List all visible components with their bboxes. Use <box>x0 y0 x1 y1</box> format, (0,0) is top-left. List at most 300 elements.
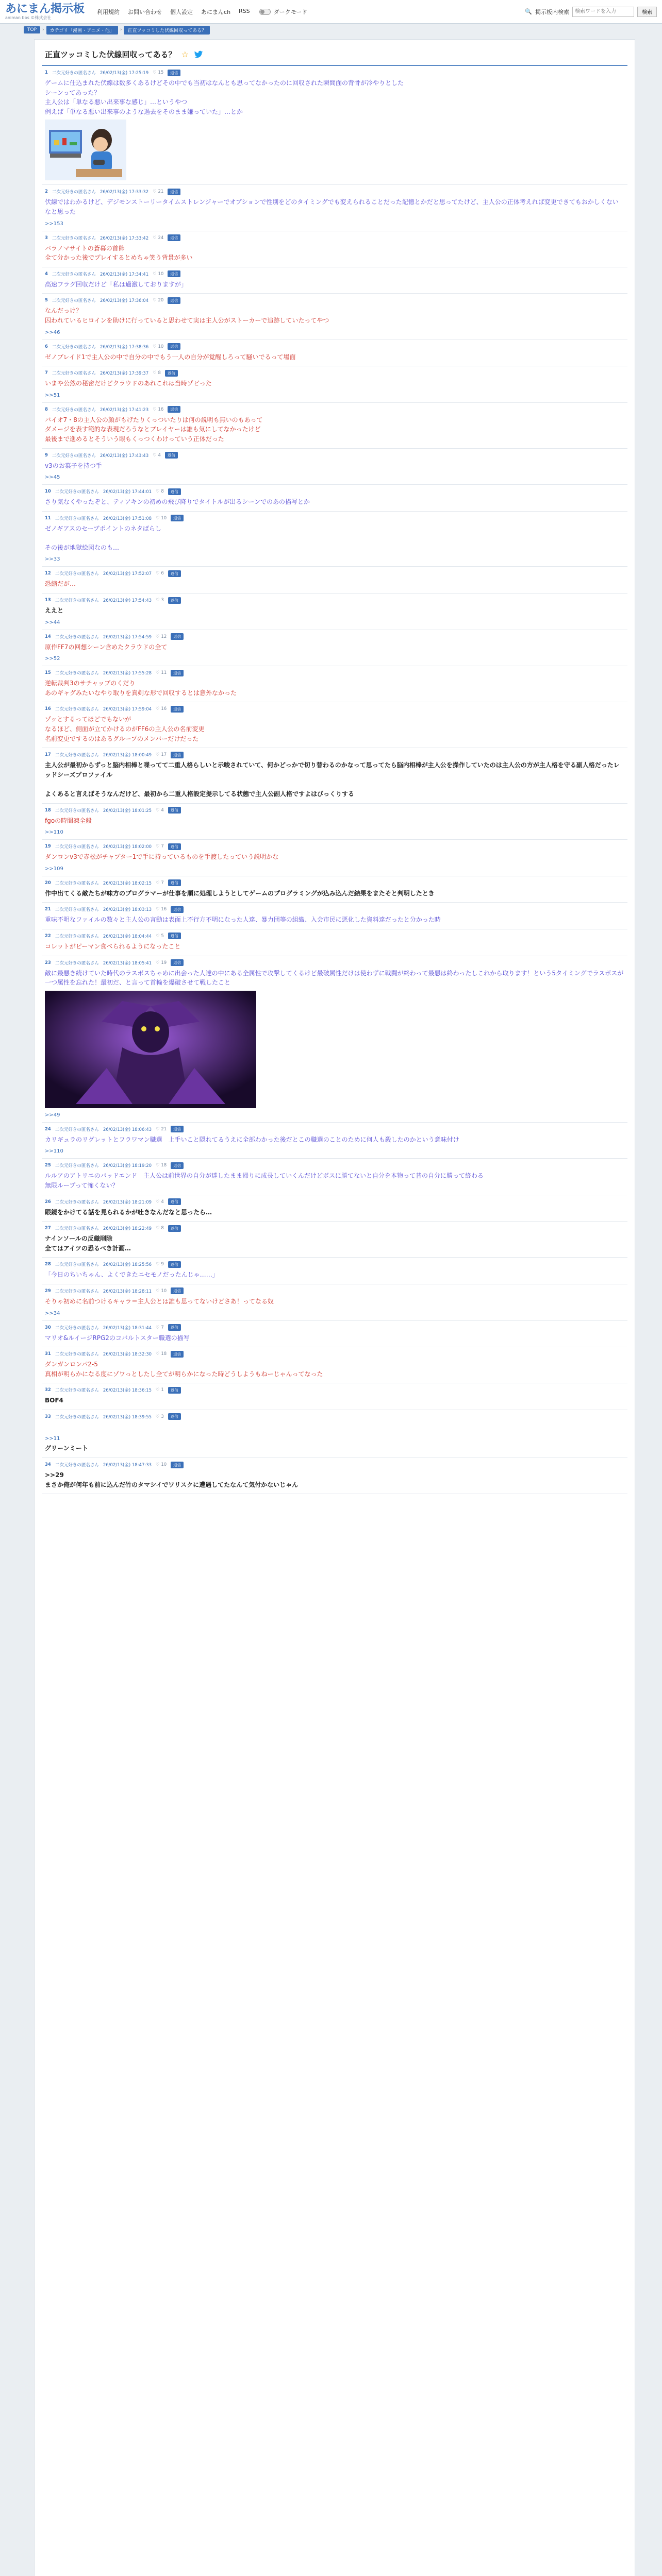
post-image[interactable] <box>45 991 256 1108</box>
post-number[interactable]: 24 <box>45 1126 51 1132</box>
post-header <box>45 879 624 887</box>
post-line <box>45 533 624 543</box>
breadcrumb-category[interactable]: カテゴリ「漫画・アニメ・他」 <box>46 26 118 35</box>
post-number[interactable]: 8 <box>45 406 48 412</box>
like-count[interactable]: ♡ 8 <box>156 1226 164 1231</box>
post-body <box>45 1360 624 1379</box>
post-body <box>45 915 624 925</box>
post-line: v3のお菓子を持つ手 <box>45 462 102 469</box>
like-count[interactable]: ♡ 16 <box>153 406 164 412</box>
like-count[interactable]: ♡ 7 <box>156 844 164 850</box>
post-header <box>45 1261 624 1268</box>
like-count[interactable]: ♡ 18 <box>156 1163 167 1168</box>
reply-button[interactable]: 返信 <box>168 70 180 76</box>
post-header <box>45 69 624 76</box>
post-author: 二次元好きの匿名さん <box>55 934 99 939</box>
post-body <box>45 1333 624 1343</box>
post-date: 26/02/13(金) 17:51:08 <box>103 516 152 521</box>
post-author: 二次元好きの匿名さん <box>55 1352 99 1358</box>
post-header <box>45 633 624 640</box>
post-author: 二次元好きの匿名さん <box>55 634 99 640</box>
site-header <box>0 0 662 24</box>
post <box>42 929 627 956</box>
reply-anchor-link[interactable]: >>109 <box>45 866 63 872</box>
post-header <box>45 188 624 195</box>
like-count[interactable]: ♡ 5 <box>156 933 164 939</box>
post-author: 二次元好きの匿名さん <box>55 844 99 850</box>
logo-subtext: animan bbs ©株式会社 <box>5 15 52 20</box>
post-number[interactable]: 1 <box>45 70 48 75</box>
post-body <box>45 280 624 290</box>
like-count[interactable]: ♡ 21 <box>156 1126 167 1132</box>
reply-button[interactable]: 返信 <box>171 1126 184 1132</box>
post-date: 26/02/13(金) 17:33:32 <box>100 190 149 195</box>
breadcrumb-thread[interactable]: 正直ツッコミした伏線回収ってある？ <box>124 26 210 35</box>
post-header <box>45 369 624 377</box>
post-line: 恐縮だが… <box>45 580 76 588</box>
reply-button[interactable]: 返信 <box>168 270 180 277</box>
reply-button[interactable]: 返信 <box>168 1225 181 1232</box>
reply-anchor-link[interactable]: >>45 <box>45 474 60 481</box>
post <box>42 1410 627 1458</box>
post <box>42 876 627 903</box>
post-date: 26/02/13(金) 17:38:36 <box>100 344 149 350</box>
post-author: 二次元好きの匿名さん <box>55 516 99 521</box>
thread-header <box>42 45 627 66</box>
post-number[interactable]: 6 <box>45 344 48 349</box>
search-input[interactable] <box>572 7 634 17</box>
post-line: よくあると言えばそうなんだけど、最初から二重人格設定提示してる状態で主人公副人格ですよはびっくりする <box>45 790 355 798</box>
post-date: 26/02/13(金) 18:22:49 <box>103 1226 152 1232</box>
reply-button[interactable]: 返信 <box>168 597 181 604</box>
post-line: fgoの時間凍全般 <box>45 817 92 824</box>
post-number[interactable]: 16 <box>45 706 51 712</box>
post-line: >>29 <box>45 1471 64 1479</box>
post-line: そりゃ初めに名前つけるキャラ＝主人公とは誰も思ってないけどさあ！ってなる奴 <box>45 1297 274 1305</box>
post-number[interactable]: 3 <box>45 235 48 241</box>
like-count[interactable]: ♡ 4 <box>156 1199 164 1205</box>
nav-rss[interactable]: RSS <box>239 7 250 14</box>
post-number[interactable]: 29 <box>45 1288 51 1294</box>
post-number[interactable]: 7 <box>45 370 48 376</box>
post-body <box>45 306 624 325</box>
post-date: 26/02/13(金) 17:44:01 <box>103 489 152 495</box>
reply-button[interactable]: 返信 <box>171 906 184 913</box>
post <box>42 666 627 702</box>
post-number[interactable]: 30 <box>45 1325 51 1330</box>
post-author: 二次元好きの匿名さん <box>55 907 99 913</box>
post-line: 最後まで進めるとそういう眼もくっつくわけっていう正体だった <box>45 435 224 443</box>
dark-mode-label: ダークモード <box>273 8 308 15</box>
post <box>42 231 627 267</box>
post-header <box>45 570 624 577</box>
search-bar <box>525 7 657 17</box>
post-header <box>45 1126 624 1133</box>
like-count[interactable]: ♡ 8 <box>153 370 161 376</box>
post <box>42 1195 627 1222</box>
post-header <box>45 488 624 495</box>
post-header <box>45 343 624 350</box>
like-count[interactable]: ♡ 1 <box>156 1387 164 1393</box>
post-header <box>45 1198 624 1206</box>
nav-contact[interactable]: お問い合わせ <box>128 8 162 15</box>
reply-button[interactable]: 返信 <box>171 752 184 758</box>
post-line: ええと <box>45 607 64 615</box>
like-count[interactable]: ♡ 11 <box>156 670 167 676</box>
post-header <box>45 270 624 278</box>
reply-anchor-link[interactable]: >>51 <box>45 392 60 398</box>
post-number[interactable]: 4 <box>45 271 48 277</box>
post-author: 二次元好きの匿名さん <box>52 235 96 241</box>
reply-anchor-link[interactable]: >>44 <box>45 619 60 625</box>
reply-button[interactable]: 返信 <box>168 1198 181 1205</box>
twitter-bird-icon[interactable] <box>194 50 203 59</box>
post-number[interactable]: 12 <box>45 571 51 577</box>
post-date: 26/02/13(金) 18:47:33 <box>103 1463 152 1468</box>
post-line: 全てはアイツの恐るべき計画… <box>45 1244 131 1252</box>
post-number[interactable]: 18 <box>45 807 51 813</box>
post-line: さり気なくやったぞと、ティアキンの初めの飛び降りでタイトルが出るシーンでのあの描写とか <box>45 498 310 506</box>
like-count[interactable]: ♡ 24 <box>153 235 164 241</box>
post-line: 全て分かった後でプレイするとめちゃ笑う背景が多い <box>45 254 193 262</box>
search-label: 掲示板内検索 <box>535 8 569 15</box>
post-body <box>45 1208 624 1217</box>
breadcrumb-separator: › <box>120 27 122 32</box>
post-date: 26/02/13(金) 18:28:11 <box>103 1289 152 1294</box>
like-count[interactable]: ♡ 6 <box>156 571 164 577</box>
post-number[interactable]: 23 <box>45 960 51 965</box>
post-header <box>45 669 624 676</box>
post <box>42 485 627 512</box>
nav-settings[interactable]: 個人設定 <box>170 8 193 15</box>
post-line: 作中出てくる敵たちが味方のプログラマーが仕事を順に処理しようとしてゲームのプログラミングが込み込んだ結果をまたそと判明したとき <box>45 889 435 897</box>
post-body <box>45 715 624 743</box>
post-line: パラノマサイトの蒼幕の首飾 <box>45 244 125 252</box>
post <box>42 294 627 340</box>
post-number[interactable]: 14 <box>45 634 51 639</box>
post-author: 二次元好きの匿名さん <box>55 707 99 713</box>
like-count[interactable]: ♡ 9 <box>156 1262 164 1267</box>
post-image[interactable] <box>45 120 126 180</box>
post <box>42 630 627 667</box>
post <box>42 748 627 803</box>
post <box>42 366 627 403</box>
reply-anchor-link[interactable]: >>110 <box>45 1148 63 1155</box>
post <box>42 903 627 929</box>
reply-button[interactable]: 返信 <box>171 1162 184 1169</box>
post-date: 26/02/13(金) 17:54:43 <box>103 598 152 604</box>
boss-illustration <box>45 991 256 1108</box>
like-count[interactable]: ♡ 4 <box>156 807 164 813</box>
reply-anchor-link[interactable]: >>110 <box>45 829 63 836</box>
post-author: 二次元好きの匿名さん <box>55 1127 99 1132</box>
post-line <box>45 779 624 789</box>
post-number[interactable]: 13 <box>45 598 51 603</box>
reply-button[interactable]: 返信 <box>168 1387 181 1394</box>
post-line: ダメージを表す範的な表現だろうなとプレイヤーは誰も気にしてなかったけど <box>45 426 261 433</box>
post-date: 26/02/13(金) 17:54:59 <box>103 634 152 640</box>
post-body <box>45 889 624 899</box>
post <box>42 1123 627 1159</box>
like-count[interactable]: ♡ 7 <box>156 1325 164 1330</box>
post-body <box>45 579 624 589</box>
post <box>42 512 627 567</box>
post-date: 26/02/13(金) 18:06:43 <box>103 1127 152 1132</box>
post-author: 二次元好きの匿名さん <box>52 71 96 76</box>
reply-anchor-link[interactable]: >>49 <box>45 1112 60 1118</box>
reply-button[interactable]: 返信 <box>165 452 178 459</box>
reply-anchor-link[interactable]: >>153 <box>45 221 63 227</box>
reply-anchor-link[interactable]: >>33 <box>45 556 60 563</box>
post-number[interactable]: 17 <box>45 752 51 758</box>
post-number[interactable]: 32 <box>45 1387 51 1393</box>
post-header <box>45 751 624 758</box>
nav-terms[interactable]: 利用規約 <box>97 8 120 15</box>
post-header <box>45 843 624 850</box>
like-count[interactable]: ♡ 10 <box>156 515 167 521</box>
like-count[interactable]: ♡ 17 <box>156 752 167 758</box>
post-number[interactable]: 31 <box>45 1351 51 1357</box>
post-date: 26/02/13(金) 17:41:23 <box>100 407 149 413</box>
reply-button[interactable]: 返信 <box>168 1324 181 1331</box>
post <box>42 956 627 1123</box>
like-count[interactable]: ♡ 12 <box>156 634 167 639</box>
post-number[interactable]: 34 <box>45 1462 51 1468</box>
post-number[interactable]: 28 <box>45 1262 51 1267</box>
post-body <box>45 461 624 471</box>
gamer-illustration <box>45 120 126 180</box>
like-count[interactable]: ♡ 3 <box>156 1414 164 1419</box>
reply-anchor-link[interactable]: >>11 <box>45 1436 60 1442</box>
like-count[interactable]: ♡ 8 <box>156 489 164 495</box>
post-header <box>45 1162 624 1169</box>
post-body <box>45 1470 624 1489</box>
reply-button[interactable]: 返信 <box>168 189 180 195</box>
post-date: 26/02/13(金) 18:02:00 <box>103 844 152 850</box>
post-body <box>45 969 624 988</box>
reply-button[interactable]: 返信 <box>168 234 180 241</box>
post-date: 26/02/13(金) 18:36:15 <box>103 1388 152 1394</box>
post-date: 26/02/13(金) 17:59:04 <box>103 707 152 713</box>
post-line: シーンってあった？ <box>45 89 101 96</box>
like-count[interactable]: ♡ 18 <box>156 1351 167 1357</box>
reply-button[interactable]: 返信 <box>168 1413 181 1420</box>
post <box>42 1222 627 1258</box>
post-body <box>45 1234 624 1253</box>
post-author: 二次元好きの匿名さん <box>52 190 96 195</box>
reply-button[interactable]: 返信 <box>168 297 180 304</box>
post-author: 二次元好きの匿名さん <box>55 489 99 495</box>
post-date: 26/02/13(金) 18:04:44 <box>103 934 152 939</box>
post-author: 二次元好きの匿名さん <box>55 753 99 758</box>
post-line: バイオ7・8の主人公の顔がもげたりくっついたりは何の説明も無いのもあって <box>45 416 263 423</box>
dark-mode-control <box>259 8 308 16</box>
post-header <box>45 1461 624 1468</box>
post-author: 二次元好きの匿名さん <box>52 407 96 413</box>
reply-anchor-link[interactable]: >>52 <box>45 656 60 662</box>
post-header <box>45 1413 624 1420</box>
favorite-star-icon[interactable]: ☆ <box>181 49 189 59</box>
post-line: 真相が明らかになる度にゾワっとしたし全てが明らかになった時どうしようもねーじゃんってなった <box>45 1370 323 1378</box>
search-button[interactable]: 検索 <box>637 7 657 17</box>
reply-button[interactable]: 返信 <box>168 933 181 939</box>
post <box>42 1458 627 1494</box>
reply-button[interactable]: 返信 <box>168 1261 181 1268</box>
post-author: 二次元好きの匿名さん <box>55 880 99 886</box>
post-date: 26/02/13(金) 18:03:13 <box>103 907 152 913</box>
post-header <box>45 597 624 604</box>
reply-button[interactable]: 返信 <box>168 807 181 814</box>
post-body <box>45 1297 624 1307</box>
post-header <box>45 1350 624 1358</box>
post-date: 26/02/13(金) 18:02:15 <box>103 880 152 886</box>
reply-button[interactable]: 返信 <box>171 1287 184 1294</box>
post <box>42 804 627 840</box>
post-line: 例えば「単なる悪い出来事のような過去をそのまま嫌っていた」…とか <box>45 108 243 115</box>
reply-button[interactable]: 返信 <box>168 879 181 886</box>
post-body <box>45 1396 624 1405</box>
post-line: 逆転裁判3のサチャップのくだり <box>45 680 136 687</box>
post-author: 二次元好きの匿名さん <box>52 453 96 459</box>
post-author: 二次元好きの匿名さん <box>55 671 99 676</box>
post-line: コレットがピーマン食べられるようになったこと <box>45 942 181 950</box>
post <box>42 840 627 876</box>
reply-button[interactable]: 返信 <box>168 570 181 577</box>
post-date: 26/02/13(金) 18:00:49 <box>103 753 152 758</box>
reply-button[interactable]: 返信 <box>171 1351 184 1358</box>
site-logo[interactable] <box>5 4 85 20</box>
post-header <box>45 959 624 967</box>
reply-button[interactable]: 返信 <box>168 343 180 350</box>
post-author: 二次元好きの匿名さん <box>52 272 96 277</box>
reply-button[interactable]: 返信 <box>171 1462 184 1468</box>
post-author: 二次元好きの匿名さん <box>55 598 99 604</box>
reply-button[interactable]: 返信 <box>171 706 184 713</box>
like-count[interactable]: ♡ 16 <box>156 907 167 912</box>
post-number[interactable]: 2 <box>45 189 48 195</box>
reply-anchor-link[interactable]: >>34 <box>45 1310 60 1316</box>
logo-text[interactable]: あにまん掲示板 <box>5 2 85 15</box>
post-number[interactable]: 33 <box>45 1414 51 1419</box>
like-count[interactable]: ♡ 4 <box>153 452 161 458</box>
like-count[interactable]: ♡ 10 <box>156 1288 167 1294</box>
post <box>42 449 627 485</box>
post <box>42 1159 627 1195</box>
post-date: 26/02/13(金) 18:31:44 <box>103 1325 152 1331</box>
post <box>42 267 627 294</box>
breadcrumb-top[interactable]: TOP <box>24 26 40 33</box>
reply-button[interactable]: 返信 <box>171 959 184 966</box>
reply-button[interactable]: 返信 <box>165 370 178 377</box>
post-author: 二次元好きの匿名さん <box>52 298 96 304</box>
post-date: 26/02/13(金) 17:34:41 <box>100 272 149 277</box>
post-number[interactable]: 22 <box>45 933 51 939</box>
post-number[interactable]: 5 <box>45 298 48 303</box>
post-body <box>45 379 624 388</box>
post-line: なんだっけ？ <box>45 307 82 315</box>
post-line: ダンガンロンパ2-5 <box>45 1361 98 1368</box>
like-count[interactable]: ♡ 15 <box>153 70 164 75</box>
post-number[interactable]: 26 <box>45 1199 51 1205</box>
post-header <box>45 705 624 713</box>
post-date: 26/02/13(金) 17:52:07 <box>103 571 152 577</box>
nav-animanch[interactable]: あにまんch <box>201 8 231 15</box>
reply-anchor-link[interactable]: >>46 <box>45 329 60 335</box>
post <box>42 1383 627 1410</box>
post-body <box>45 415 624 444</box>
like-count[interactable]: ♡ 3 <box>156 598 164 603</box>
post-date: 26/02/13(金) 17:55:28 <box>103 671 152 676</box>
post-header <box>45 807 624 814</box>
post-line: 無限ループって怖くない？ <box>45 1181 119 1189</box>
post-date: 26/02/13(金) 17:36:04 <box>100 298 149 304</box>
reply-button[interactable]: 返信 <box>171 670 184 676</box>
dark-mode-toggle[interactable] <box>259 9 271 15</box>
post-line: ゾッとするってほどでもないが <box>45 716 131 723</box>
reply-button[interactable]: 返信 <box>168 843 181 850</box>
post-date: 26/02/13(金) 17:39:37 <box>100 371 149 377</box>
like-count[interactable]: ♡ 16 <box>156 706 167 712</box>
post-header <box>45 452 624 459</box>
post <box>42 340 627 367</box>
like-count[interactable]: ♡ 20 <box>153 298 164 303</box>
post-date: 26/02/13(金) 18:39:55 <box>103 1414 152 1420</box>
like-count[interactable]: ♡ 21 <box>153 189 164 195</box>
post-number[interactable]: 21 <box>45 907 51 912</box>
reply-button[interactable]: 返信 <box>168 488 181 495</box>
post-header <box>45 1287 624 1295</box>
post-body <box>45 524 624 553</box>
post-line: 名前変更でするのはあるグループのメンバーだけだった <box>45 735 199 742</box>
post-author: 二次元好きの匿名さん <box>52 371 96 377</box>
post-number[interactable]: 10 <box>45 489 51 495</box>
like-count[interactable]: ♡ 10 <box>156 1462 167 1468</box>
breadcrumb-separator: › <box>42 27 44 32</box>
post <box>42 1284 627 1321</box>
post-author: 二次元好きの匿名さん <box>55 1262 99 1268</box>
post <box>42 1321 627 1348</box>
post-number[interactable]: 15 <box>45 670 51 676</box>
post-body <box>45 1270 624 1280</box>
post-body <box>45 197 624 216</box>
post-line: 原作FF7の回想シーン含めたクラウドの全て <box>45 643 168 651</box>
reply-button[interactable]: 返信 <box>171 633 184 640</box>
post-line: 囚われているヒロインを助けに行っていると思わせて実は主人公がストーカーで追跡していたってやつ <box>45 316 329 324</box>
reply-button[interactable]: 返信 <box>171 515 184 521</box>
like-count[interactable]: ♡ 7 <box>156 880 164 886</box>
post-number[interactable]: 20 <box>45 880 51 886</box>
post <box>42 702 627 748</box>
like-count[interactable]: ♡ 10 <box>153 344 164 349</box>
post-author: 二次元好きの匿名さん <box>52 344 96 350</box>
post-line: 重味不明なファイルの数々と主人公の言動は表面上不行方不明になった人達、暴力団等の組織、入会市民に悪化した資料達だったと分かった時 <box>45 916 441 924</box>
post-header <box>45 234 624 242</box>
post-number[interactable]: 9 <box>45 452 48 458</box>
post-header <box>45 1386 624 1394</box>
post-number[interactable]: 27 <box>45 1226 51 1231</box>
post-header <box>45 297 624 304</box>
post-line: ナインソールの反織削除 <box>45 1235 112 1243</box>
like-count[interactable]: ♡ 10 <box>153 271 164 277</box>
like-count[interactable]: ♡ 19 <box>156 960 167 965</box>
reply-button[interactable]: 返信 <box>168 406 180 413</box>
post-number[interactable]: 25 <box>45 1163 51 1168</box>
post-number[interactable]: 11 <box>45 515 51 521</box>
post-number[interactable]: 19 <box>45 844 51 850</box>
post-header <box>45 515 624 522</box>
post-line: まさか俺が何年も前に込んだ竹のタマシイでワリスクに遭遇してたなんて気付かないじゃん <box>45 1481 299 1488</box>
post-line: あのギャグみたいなやり取りを真剣な形で回収するとは意外なかった <box>45 689 237 697</box>
